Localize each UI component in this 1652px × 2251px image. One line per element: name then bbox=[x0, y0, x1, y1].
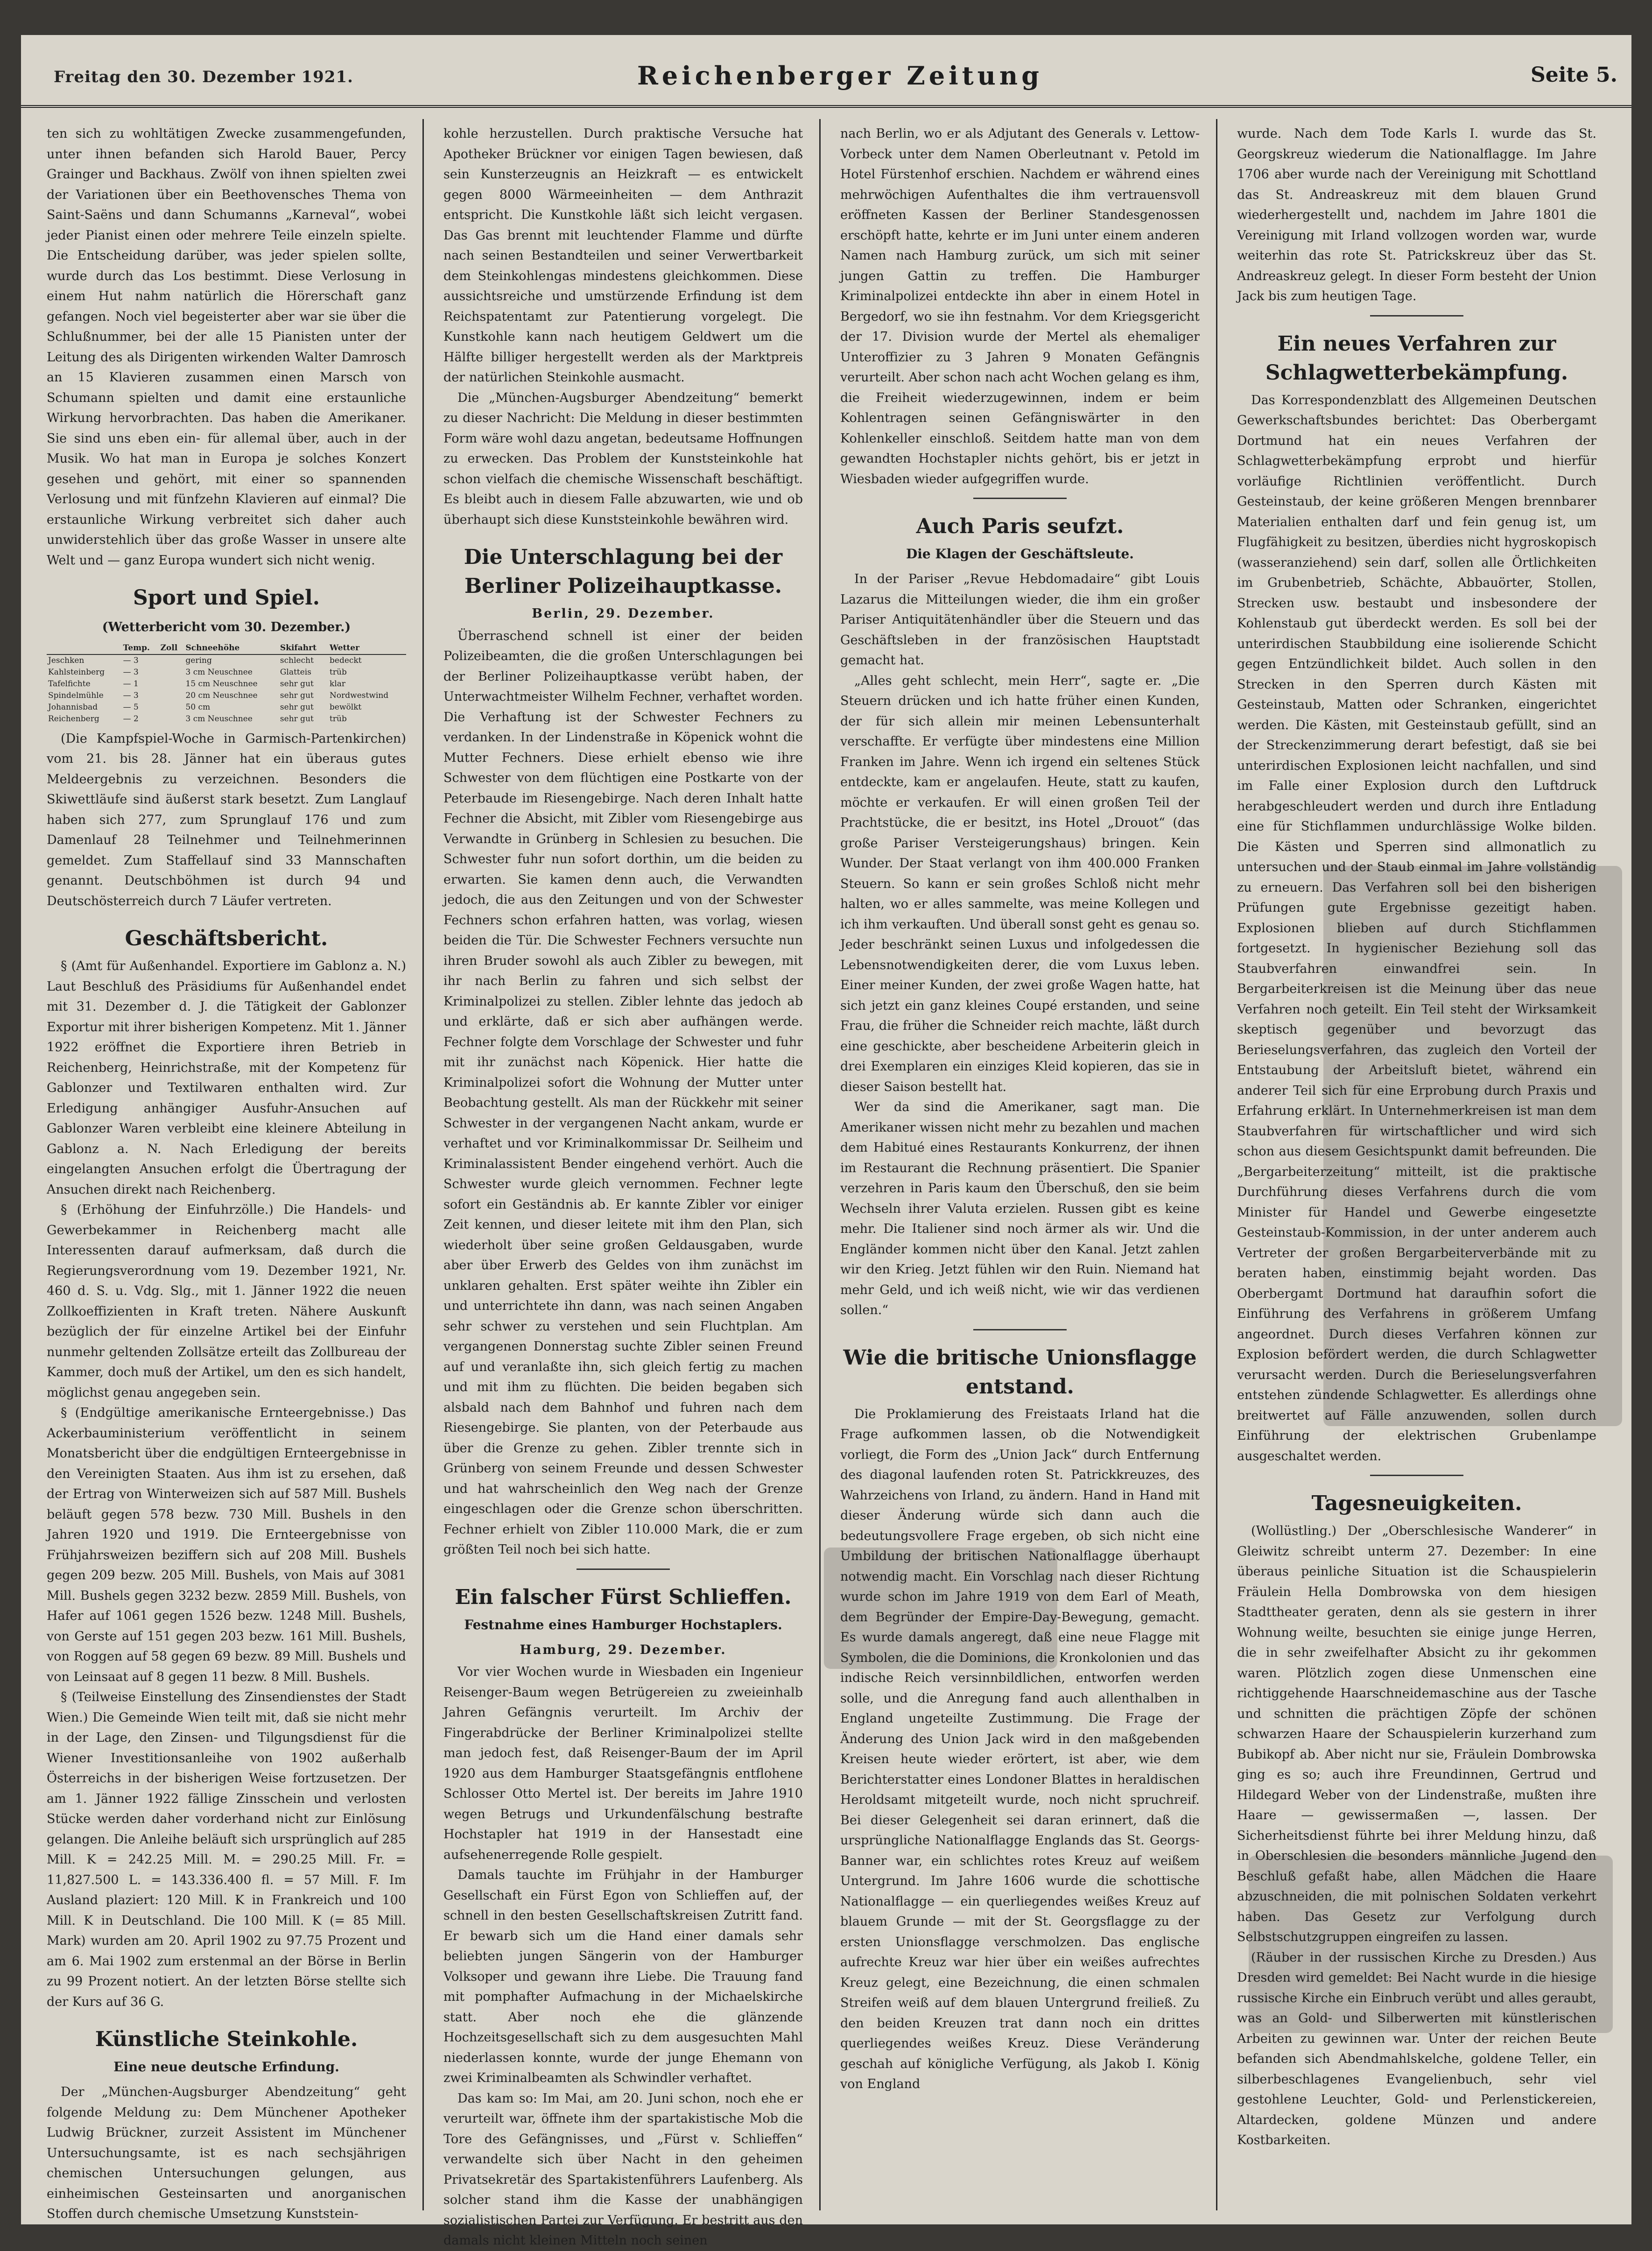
separator-rule bbox=[973, 498, 1067, 499]
weather-cell: — 5 bbox=[123, 702, 139, 712]
weather-col-header: Skifahrt bbox=[279, 642, 328, 654]
weather-cell: 20 cm Neuschnee bbox=[185, 690, 258, 700]
weather-cell: 3 cm Neuschnee bbox=[185, 714, 253, 724]
article-headline: Ein falscher Fürst Schlieffen. bbox=[455, 1585, 792, 1609]
weather-cell: Jeschken bbox=[48, 655, 84, 665]
weather-row bbox=[47, 678, 406, 690]
weather-cell: — 3 bbox=[123, 690, 139, 700]
weather-cell: Nordwestwind bbox=[330, 690, 389, 700]
issue-date: Freitag den 30. Dezember 1921. bbox=[54, 68, 353, 86]
weather-cell: Glatteis bbox=[280, 667, 311, 677]
column-1 bbox=[47, 124, 406, 2221]
column-2 bbox=[443, 124, 803, 2248]
article-text: § (Endgültige amerikanische Ernteergebnisse.) Das Ackerbauministerium veröffentlicht in seinem Monatsbericht über die endgültigen Ernteergebnisse in den Vereinigten Staaten. Aus ihm ist zu ersehen, daß der Ertrag von Winterweizen sich auf 587 Mill. Bushels beläuft gegen 578 bezw. 730 Mill. Bushels in den Jahren 1920 und 1919. Die Ernteergebnisse von Frühjahrsweizen beziffern sich auf 208 Mill. Bushels gegen 209 bezw. 205 Mill. Bushels, von Mais auf 3081 Mill. Bushels gegen 3232 bezw. 2859 Mill. Bushels, von Hafer auf 1061 gegen 1526 bezw. 1248 Mill. Bushels, von Gerste auf 151 gegen 203 bezw. 161 Mill. Bushels, von Roggen auf 58 gegen 69 bezw. 89 Mill. Bushels und von Leinsaat auf 8 gegen 11 bezw. 8 Mill. Bushels. bbox=[47, 1406, 406, 1684]
newspaper-page bbox=[21, 35, 1631, 2248]
weather-cell: sehr gut bbox=[280, 702, 314, 712]
weather-cell: klar bbox=[330, 679, 346, 689]
weather-cell bbox=[159, 702, 184, 713]
article-text: „Alles geht schlecht, mein Herr“, sagte er. „Die Steuern drücken und ich hatte früher einen Kunden, der für sich allein mir meinen Lebensunterhalt verschaffte. Er verfügte über mindestens eine Million Franken im Jahre. Wenn ich irgend ein seltenes Stück entdeckte, kam er angelaufen. Heute, statt zu kaufen, möchte er verkaufen. Er will einen großen Teil der Prachtstücke, die er besitzt, ins Hotel „Drouot“ (das große Pariser Versteigerungshaus) bringen. Kein Wunder. Der Staat verlangt von ihm 400.000 Franken Steuern. So kann er sein großes Schloß nicht mehr halten, wo er alles sammelte, was meine Kollegen und ich ihm verkauften. Und überall sonst geht es genau so. Jeder beschränkt seinen Luxus und infolgedessen die Lebensnotwendigkeiten derer, die vom Luxus leben. Einer meiner Kunden, der zwei große Wagen hatte, hat sich jetzt ein ganz kleines Coupé erstanden, und seine Frau, die früher die Schneider reich machte, läßt durch eine geschickte, aber bescheidene Arbeiterin gleich in drei Exemplaren ein einziges Kleid kopieren, das sie in dieser Saison bestellt hat. bbox=[840, 673, 1200, 1094]
weather-cell: Kahlsteinberg bbox=[48, 667, 105, 677]
article-text: § (Erhöhung der Einfuhrzölle.) Die Handels- und Gewerbekammer in Reichenberg macht alle Interessenten darauf aufmerksam, daß durch die Regierungsverordnung vom 19. Dezember 1921, Nr. 460 d. S. u. Vdg. Slg., mit 1. Jänner 1922 die neuen Zollkoeffizienten in Kraft treten. Nähere Auskunft bezüglich der für einzelne Artikel bei der Einfuhr nunmehr geltenden Zollsätze erteilt das Zollbureau der Kammer, doch muß der Artikel, um den es sich handelt, möglichst genau angegeben sein. bbox=[47, 1203, 406, 1400]
article-text: Die Proklamierung des Freistaats Irland hat die Frage aufkommen lassen, ob die Notwendigkeit vorliegt, die Form des „Union Jack“ durch Entfernung des diagonal laufenden roten St. Patrickkreuzes, des Wahrzeichens von Irland, zu ändern. Hand in Hand mit dieser Änderung würde sich dann auch die bedeutungsvollere Frage ergeben, ob sich nicht eine Umbildung der britischen Nationalflagge überhaupt notwendig macht. Ein Vorschlag nach dieser Richtung wurde schon im Jahre 1919 von dem Earl of Meath, dem Begründer der Empire-Day-Bewegung, gemacht. Es wurde damals angeregt, daß eine neue Flagge mit Symbolen, die die Dominions, die Kronkolonien und das indische Reich versinnbildlichen, entworfen werden solle, und die Anregung fand auch allenthalben in England ungeteilte Zustimmung. Die Frage der Änderung des Union Jack wird in den maßgebenden Kreisen heute wieder erörtert, ist aber, wie dem Berichterstatter eines Londoner Blattes in heraldischen Heroldsamt mitgeteilt wurde, noch nicht spruchreif. Bei dieser Gelegenheit sei daran erinnert, daß die ursprüngliche Nationalflagge Englands das St. Georgs-Banner war, ein schlichtes rotes Kreuz auf weißem Untergrund. Im Jahre 1606 wurde die schottische Nationalflagge — ein querliegendes weißes Kreuz auf blauem Grunde — mit der St. Georgsflagge zu der ersten Unionsflagge verschmolzen. Das englische aufrechte Kreuz war hier über ein weißes aufrechtes Kreuz gelegt, eine Bezeichnung, die einen schmalen Streifen weiß auf dem blauen Untergrund freiließ. Zu den beiden Kreuzen trat dann noch ein drittes querliegendes weißes Kreuz. Diese Veränderung geschah auf königliche Verfügung, als Jakob I. König von England bbox=[840, 1407, 1200, 2091]
weather-col-header: Schneehöhe bbox=[184, 642, 279, 654]
column-rule bbox=[819, 119, 821, 2210]
article-text: In der Pariser „Revue Hebdomadaire“ gibt Louis Lazarus die Mitteilungen wieder, die ihm ein großer Pariser Antiquitätenhändler über die Steuern und das Geschäftsleben in der französischen Hauptstadt gemacht hat. bbox=[840, 572, 1200, 668]
separator-rule bbox=[973, 1329, 1067, 1330]
article-text: (Wollüstling.) Der „Oberschlesische Wanderer“ in Gleiwitz schreibt unterm 27. Dezember: In eine überaus peinliche Situation ist die Schauspielerin Fräulein Hella Dombrowska von dem hiesigen Stadttheater geraten, denn als sie gestern in ihrer Wohnung weilte, besuchten sie einige junge Herren, die in sehr zweifelhafter Absicht zu ihr gekommen waren. Plötzlich zogen diese Unmenschen eine richtiggehende Haarschneidemaschine aus der Tasche und schnitten die prächtigen Zöpfe der schönen schwarzen Haare der Schauspielerin kurzerhand zum Bubikopf ab. Aber nicht nur sie, Fräulein Dombrowska ging es so; auch ihre Freundinnen, Gertrud und Hildegard Weber von der Lindenstraße, mußten ihre Haare — gewissermaßen —, lassen. Der Sicherheitsdienst führte bei ihrer Meldung hinzu, daß in Oberschlesien die besonders männliche Jugend den Beschluß gefaßt habe, allen Mädchen die Haare abzuschneiden, die mit polnischen Soldaten verkehrt haben. Das Gesetz zur Verfolgung durch Selbstschutzgruppen eingreifen zu lassen. bbox=[1237, 1524, 1596, 1944]
weather-cell: bewölkt bbox=[330, 702, 362, 712]
weather-cell: — 3 bbox=[123, 655, 139, 665]
weather-cell: Tafelfichte bbox=[48, 679, 91, 689]
article-text: Vor vier Wochen wurde in Wiesbaden ein Ingenieur Reisenger-Baum wegen Betrügereien zu zweieinhalb Jahren Gefängnis verurteilt. Im Archiv der Fingerabdrücke der Berliner Kriminalpolizei stellte man jedoch fest, daß Reisenger-Baum der im April 1920 aus dem Hamburger Staatsgefängnis entflohene Schlosser Otto Mertel ist. Der bereits im Jahre 1910 wegen Betrugs und Urkundenfälschung bestrafte Hochstapler hat 1919 in der Hansestadt eine aufsehenerregende Rolle gespielt. bbox=[443, 1665, 803, 1862]
page-number: Seite 5. bbox=[1530, 63, 1617, 87]
weather-cell: sehr gut bbox=[280, 679, 314, 689]
weather-cell bbox=[159, 690, 184, 702]
article-text: Der „München-Augsburger Abendzeitung“ geht folgende Meldung zu: Dem Münchener Apotheker Ludwig Brückner, zurzeit Assistent im Münchener Untersuchungsamte, ist es nach sechsjährigen chemischen Untersuchungen gelungen, aus einheimischen Gesteinsarten und anorganischen Stoffen durch chemische Umsetzung Kunststein- bbox=[47, 2085, 406, 2221]
weather-cell: Reichenberg bbox=[48, 714, 99, 724]
article-subheadline: Festnahme eines Hamburger Hochstaplers. bbox=[464, 1617, 782, 1632]
article-subheadline: Eine neue deutsche Erfindung. bbox=[113, 2059, 339, 2075]
masthead bbox=[21, 35, 1631, 108]
weather-header-row bbox=[47, 642, 406, 654]
weather-cell: 3 cm Neuschnee bbox=[185, 667, 253, 677]
article-text: wurde. Nach dem Tode Karls I. wurde das St. Georgskreuz wiederum die Nationalflagge. Im Jahre 1706 aber wurde nach der Vereinigung mit Schottland das St. Andreaskreuz mit dem blauen Grund wiederhergestellt und, nachdem im Jahre 1801 die Vereinigung mit Irland vollzogen worden war, wurde weiterhin das rote St. Patrickskreuz über das St. Andreaskreuz gelegt. In dieser Form besteht der Union Jack bis zum heutigen Tage. bbox=[1237, 127, 1596, 303]
weather-col-header: Wetter bbox=[328, 642, 406, 654]
article-subheadline: Die Klagen der Geschäftsleute. bbox=[906, 546, 1134, 562]
section-heading-sport: Sport und Spiel. bbox=[133, 586, 320, 610]
weather-cell: Spindelmühle bbox=[48, 690, 104, 700]
section-heading-news: Tagesneuigkeiten. bbox=[1311, 1491, 1522, 1515]
weather-cell bbox=[159, 713, 184, 725]
weather-table bbox=[47, 642, 406, 725]
article-text: (Räuber in der russischen Kirche zu Dresden.) Aus Dresden wird gemeldet: Bei Nacht wurde in die hiesige russische Kirche ein Einbruch verübt und alles geraubt, was an Gold- und Silberwerten mit künstlerischen Arbeiten zu gewinnen war. Unter der reichen Beute befanden sich Abendmahlskelche, goldene Teller, ein silberbeschlagenes Evangelienbuch, sehr viel gestohlene Leuchter, Gold- und Perlenstickereien, Altardecken, goldene Münzen und andere Kostbarkeiten. bbox=[1237, 1950, 1596, 2147]
weather-cell: — 3 bbox=[123, 667, 139, 677]
weather-cell: trüb bbox=[330, 667, 347, 677]
weather-cell: sehr gut bbox=[280, 714, 314, 724]
weather-cell: trüb bbox=[330, 714, 347, 724]
column-rule bbox=[422, 119, 424, 2210]
article-text: Das kam so: Im Mai, am 20. Juni schon, noch ehe er verurteilt war, öffnete ihm der spartakistische Mob die Tore des Gefängnisses, und „Fürst v. Schlieffen“ verwandelte sich über Nacht in den geheimen Privatsekretär des Spartakistenführers Laufenberg. Als solcher stand ihm die Kasse der unabhängigen sozialistischen Partei zur Verfügung. Er bestritt aus den damals nicht kleinen Mitteln noch seinen bbox=[443, 2091, 803, 2248]
article-text: Die „München-Augsburger Abendzeitung“ bemerkt zu dieser Nachricht: Die Meldung in dieser bestimmten Form wäre wohl dazu angetan, bedeutsame Hoffnungen zu erwecken. Das Problem der Kunststeinkohle hat schon vielfach die chemische Wissenschaft beschäftigt. Es bleibt auch in diesem Falle abzuwarten, wie und ob überhaupt sich diese Kunststeinkohle bewähren wird. bbox=[443, 390, 803, 527]
weather-col-header: Temp. bbox=[122, 642, 159, 654]
article-headline: Die Unterschlagung bei der Berliner Polizeihauptkasse. bbox=[464, 545, 783, 598]
article-text: Damals tauchte im Frühjahr in der Hamburger Gesellschaft ein Fürst Egon von Schlieffen auf, der schnell in den besten Gesellschaftskreisen Zutritt fand. Er bewarb sich um die Hand einer damals sehr beliebten jungen Sängerin von der Hamburger Volksoper und gewann ihre Liebe. Die Trauung fand mit pomphafter Aufmachung in der Michaelskirche statt. Aber noch ehe die glänzende Hochzeitsgesellschaft sich zu dem ausgesuchten Mahl niederlassen konnte, wurde der junge Ehemann von zwei Kriminalbeamten als Schwindler verhaftet. bbox=[443, 1868, 803, 2085]
weather-row bbox=[47, 667, 406, 678]
article-headline: Auch Paris seufzt. bbox=[916, 514, 1124, 538]
weather-cell: 15 cm Neuschnee bbox=[185, 679, 258, 689]
weather-cell: — 2 bbox=[123, 714, 139, 724]
article-text: § (Teilweise Einstellung des Zinsendienstes der Stadt Wien.) Die Gemeinde Wien teilt mit, daß sie nicht mehr in der Lage, den Zinsen- und Tilgungsdienst für die Wiener Investitionsanleihe von 1902 außerhalb Österreichs in der bisherigen Weise fortzusetzen. Der am 1. Jänner 1922 fällige Zinsschein und verlosten Stücke werden daher vorderhand nicht zur Einlösung gelangen. Die Anleihe beläuft sich ursprünglich auf 285 Mill. K = 242.25 Mill. M. = 290.25 Mill. Fr. = 11,827.500 L. = 143.336.400 fl. = 57 Mill. F. Im Ausland plaziert: 120 Mill. K in Frankreich und 100 Mill. K in Deutschland. Die 100 Mill. K (= 85 Mill. Mark) wurden am 20. April 1902 zu 97.75 Prozent und am 6. Mai 1902 zum erstenmal an der Börse in Berlin zu 99 Prozent notiert. An der letzten Börse stellte sich der Kurs auf 36 G. bbox=[47, 1690, 406, 2009]
weather-row bbox=[47, 702, 406, 713]
article-text: Das Korrespondenzblatt des Allgemeinen Deutschen Gewerkschaftsbundes berichtet: Das Oberbergamt Dortmund hat ein neues Verfahren der Schlagwetterbekämpfung erprobt und hierfür vorläufige Richtlinien veröffentlicht. Durch Gesteinstaub, der keine größeren Mengen brennbarer Materialien enthalten darf und fein genug ist, um Flugfähigkeit zu besitzen, überdies nicht hygroskopisch (wasseranziehend) sein darf, sollen alle Örtlichkeiten im Grubenbetrieb, Schächte, Abbauörter, Stollen, Strecken usw. bestaubt und insbesondere der Kohlenstaub gut überdeckt werden. Es soll bei der unterirdischen Staubbildung eine isolierende Schicht gegen Entzündlichkeit bildet. Auch sollen in den Strecken in den Sperren durch Kästen mit Gesteinstaub, Matten oder Schranken, eingerichtet werden. Die Kästen, mit Gesteinstaub gefüllt, sind an der Streckenzimmerung derart befestigt, daß sie bei unterirdischen Explosionen leicht nachfallen, und sind im Falle einer Explosion durch den Luftdruck herabgeschleudert werden und durch ihre Entladung eine für Stichflammen undurchlässige Wolke bilden. Die Kästen und Sperren sind allmonatlich zu untersuchen und der Staub einmal im Jahre vollständig zu erneuern. Das Verfahren soll bei den bisherigen Prüfungen gute Ergebnisse gezeitigt haben. Explosionen blieben auf durch Stichflammen fortgesetzt. In hygienischer Beziehung soll das Staubverfahren einwandfrei sein. In Bergarbeiterkreisen ist die Meinung über das neue Verfahren noch geteilt. Ein Teil steht der Wirksamkeit skeptisch gegenüber und bevorzugt das Berieselungsverfahren, das zugleich den Vorteil der Entstaubung der Arbeitsluft bietet, während ein anderer Teil sich für eine Erprobung durch Praxis und Erfahrung erklärt. In Unternehmerkreisen ist man dem Staubverfahren für wirtschaftlicher und wird sich schon aus diesem Gesichtspunkt damit befreunden. Die „Bergarbeiterzeitung“ mitteilt, ist die praktische Durchführung dieses Verfahrens durch die vom Minister für Handel und Gewerbe eingesetzte Gesteinstaub-Kommission, in der unter anderem auch Vertreter der großen Bergarbeiterverbände mit zu beraten haben, einstimmig bejaht worden. Das Oberbergamt Dortmund hat daraufhin sofort die Einführung des Verfahrens in größerem Umfang angeordnet. Durch dieses Verfahren können zur Explosion befördert werden, die durch Schlagwetter verursacht werden. Durch die Berieselungsverfahren entstehen zündende Schlagwetter. Es allerdings ohne breitwertet auf Fälle anzuwenden, sollen durch Einführung der elektrischen Grubenlampe ausgeschaltet werden. bbox=[1237, 393, 1596, 1463]
weather-cell bbox=[159, 667, 184, 678]
weather-cell: gering bbox=[185, 655, 212, 665]
article-text: Überraschend schnell ist einer der beiden Polizeibeamten, die die großen Unterschlagungen bei der Berliner Polizeihauptkasse verübt haben, der Unterwachtmeister Wilhelm Fechner, verhaftet worden. Die Verhaftung ist der Schwester Fechners zu verdanken. In der Lindenstraße in Köpenick wohnt die Mutter Fechners. Diese erhielt ebenso wie ihre Schwester von dem flüchtigen eine Postkarte von der Peterbaude im Riesengebirge. Nach deren Inhalt hatte Fechner die Absicht, mit Zibler vom Riesengebirge aus Verwandte in Grünberg in Schlesien zu besuchen. Die Schwester fuhr nun sofort dorthin, um die beiden zu erwarten. Sie kamen denn auch, die Verwandten jedoch, die aus den Zeitungen und von der Schwester Fechners schon erfahren hatten, was vorlag, wiesen beiden die Tür. Die Schwester Fechners versuchte nun ihren Bruder sowohl als auch Zibler zu bewegen, mit ihr nach Berlin zu fahren und sich selbst der Kriminalpolizei zu stellen. Zibler lehnte das jedoch ab und erklärte, daß er sich aber aufhängen werde. Fechner folgte dem Vorschlage der Schwester und fuhr mit ihr zunächst nach Köpenick. Hier hatte die Kriminalpolizei sofort die Wohnung der Mutter unter Beobachtung gestellt. Als man der Rückkehr mit seiner Schwester in der vergangenen Nacht ankam, wurde er verhaftet und vor Kriminalkommissar Dr. Seilheim und Kriminalassistent Bender eingehend verhört. Auch die Schwester wurde gleich vernommen. Fechner legte sofort ein Geständnis ab. Er kannte Zibler vor einiger Zeit kennen, und dieser leitete mit ihm den Plan, sich wiederholt über seine großen Geldausgaben, wurde aber über Erwerb des Geldes von ihm zunächst im unklaren gehalten. Erst später weihte ihn Zibler ein und unterrichtete ihn dann, was nach seinen Angaben sehr schwer zu verstehen und sein Fluchtplan. Am vergangenen Donnerstag suchte Zibler seinen Freund auf und veranlaßte ihn, sich gleich fertig zu machen und mit ihm zu flüchten. Die beiden begaben sich alsbald nach dem Bahnhof und fuhren nach dem Riesengebirge. Sie planten, von der Peterbaude aus über die Grenze zu gehen. Zibler trennte sich in Grünberg von seinem Freunde und dessen Schwester und hat wahrscheinlich den Weg nach der Grenze eingeschlagen oder die Grenze schon überschritten. Fechner erhielt von Zibler 110.000 Mark, die er zum größten Teil noch bei sich hatte. bbox=[443, 628, 803, 1557]
weather-cell: sehr gut bbox=[280, 690, 314, 700]
section-heading-business: Geschäftsbericht. bbox=[125, 927, 328, 950]
weather-cell: schlecht bbox=[280, 655, 314, 665]
weather-report-title: (Wetterbericht vom 30. Dezember.) bbox=[102, 620, 351, 634]
separator-rule bbox=[1370, 315, 1463, 317]
weather-row bbox=[47, 713, 406, 725]
article-headline: Künstliche Steinkohle. bbox=[95, 2027, 358, 2051]
newspaper-title: Reichenberger Zeitung bbox=[637, 61, 1043, 91]
column-3 bbox=[840, 124, 1200, 2206]
weather-cell: 50 cm bbox=[185, 702, 211, 712]
weather-cell: — 1 bbox=[123, 679, 139, 689]
column-rule bbox=[1216, 119, 1217, 2210]
column-4 bbox=[1237, 124, 1596, 2206]
weather-row bbox=[47, 654, 406, 667]
weather-cell: bedeckt bbox=[330, 655, 362, 665]
separator-rule bbox=[1370, 1475, 1463, 1476]
dateline: Berlin, 29. Dezember. bbox=[532, 606, 715, 621]
article-headline: Ein neues Verfahren zur Schlagwetterbekämpfung. bbox=[1265, 331, 1568, 385]
weather-col-header bbox=[47, 642, 122, 654]
article-text: nach Berlin, wo er als Adjutant des Generals v. Lettow-Vorbeck unter dem Namen Oberleutnant v. Petold im Hotel Fürstenhof erschien. Nachdem er während eines mehrwöchigen Aufenthaltes die ihm vertrauensvoll eröffneten Kassen der Berliner Standesgenossen erschöpft hatte, kehrte er im Juni unter einem anderen Namen nach Hamburg zurück, um sich mit seiner jungen Gattin zu treffen. Die Hamburger Kriminalpolizei entdeckte ihn aber in einem Hotel in Bergedorf, wo sie ihn festnahm. Vor dem Kriegsgericht der 17. Division wurde der Mertel als ehemaliger Unteroffizier zu 3 Jahren 9 Monaten Gefängnis verurteilt. Aber schon nach acht Wochen gelang es ihm, die Freiheit wiederzugewinnen, indem er beim Kohlentragen seinen Gefängniswärter in den Kohlenkeller einschloß. Seitdem hatte man von dem gewandten Hochstapler nichts gehört, bis er jetzt in Wiesbaden wieder aufgegriffen wurde. bbox=[840, 127, 1200, 486]
weather-cell bbox=[159, 678, 184, 690]
weather-col-header: Zoll bbox=[159, 642, 184, 654]
dateline: Hamburg, 29. Dezember. bbox=[520, 1642, 727, 1657]
article-text: ten sich zu wohltätigen Zwecke zusammengefunden, unter ihnen befanden sich Harold Bauer, Percy Grainger und Backhaus. Zwölf von ihnen spielten zwei der Variationen über ein Beethovensches Thema von Saint-Saëns und dann Schumanns „Karneval“, wobei jeder Pianist einen oder mehrere Teile einzeln spielte. Die Entscheidung darüber, was jeder spielen sollte, wurde durch das Los bestimmt. Diese Verlosung in einem Hut nahm natürlich die Hörerschaft ganz gefangen. Noch viel begeisterter aber war sie über die Schlußnummer, bei der alle 15 Pianisten unter der Leitung des als Dirigenten wirkenden Walter Damrosch an 15 Klavieren zusammen einen Marsch von Schumann spielten und damit eine erstaunliche Wirkung hervorbrachten. Das haben die Amerikaner. Sie sind uns eben ein- für allemal über, auch in der Musik. Wo hat man in Europa je solches Konzert gesehen und gehört, mit einer so spannenden Verlosung und mit fünfzehn Klavieren auf einmal? Die erstaunliche Wirkung verbreitet sich daher auch unwiderstehlich über das große Wasser in unsere alte Welt und — ganz Europa wundert sich nicht wenig. bbox=[47, 127, 406, 568]
article-headline: Wie die britische Unionsflagge entstand. bbox=[843, 1345, 1197, 1399]
article-text: Wer da sind die Amerikaner, sagt man. Die Amerikaner wissen nicht mehr zu bezahlen und machen dem Habitué eines Restaurants Konkurrenz, der ihnen im Restaurant die Rechnung präsentiert. Die Spanier verzehren in Paris kaum den Überschuß, den sie beim Wechseln ihrer Valuta erzielen. Russen gibt es keine mehr. Die Italiener sind noch ärmer als wir. Und die Engländer kommen nicht über den Kanal. Jetzt zahlen wir den Krieg. Jetzt fühlen wir den Ruin. Niemand hat mehr Geld, und ich weiß nicht, wie wir das verdienen sollen.“ bbox=[840, 1100, 1200, 1317]
weather-cell bbox=[159, 654, 184, 667]
separator-rule bbox=[576, 1569, 670, 1570]
weather-row bbox=[47, 690, 406, 702]
article-text: kohle herzustellen. Durch praktische Versuche hat Apotheker Brückner vor einigen Tagen bewiesen, daß sein Kunsterzeugnis an Heizkraft — es entwickelt gegen 8000 Wärmeeinheiten — dem Anthrazit entspricht. Die Kunstkohle läßt sich leicht vergasen. Das Gas brennt mit leuchtender Flamme und dürfte nach seinen Bestandteilen und seiner Verwertbarkeit dem Steinkohlengas mindestens gleichkommen. Diese aussichtsreiche und umstürzende Erfindung ist dem Reichspatentamt zur Patentierung vorgelegt. Die Kunstkohle kann nach heutigem Geldwert um die Hälfte billiger hergestellt werden als der Marktpreis der natürlichen Steinkohle ausmacht. bbox=[443, 127, 803, 385]
article-text: § (Amt für Außenhandel. Exportiere im Gablonz a. N.) Laut Beschluß des Präsidiums für Außenhandel endet mit 31. Dezember d. J. die Tätigkeit der Gablonzer Exportur mit ihrer bisherigen Kompetenz. Mit 1. Jänner 1922 eröffnet die Exportiere ihren Betrieb in Reichenberg, Heinrichstraße, mit der Kompetenz für Gablonzer und Textilwaren enthalten wird. Zur Erledigung anhängiger Ausfuhr-Ansuchen auf Gablonzer Waren verbleibt eine kleinere Abteilung in Gablonz a. N. Nach Erledigung der bereits eingelangten Ansuchen erfolgt die Übertragung der Ansuchen direkt nach Reichenberg. bbox=[47, 959, 406, 1197]
article-text: (Die Kampfspiel-Woche in Garmisch-Partenkirchen) vom 21. bis 28. Jänner hat ein überaus gutes Meldeergebnis zu verzeichnen. Besonders die Skiwettläufe sind äußerst stark besetzt. Zum Langlauf haben sich 277, zum Sprunglauf 176 und zum Damenlauf 28 Teilnehmer und Teilnehmerinnen gemeldet. Zum Staffellauf sind 33 Mannschaften genannt. Deutschböhmen ist durch 94 und Deutschösterreich durch 7 Läufer vertreten. bbox=[47, 731, 406, 908]
weather-cell: Johannisbad bbox=[48, 702, 98, 712]
